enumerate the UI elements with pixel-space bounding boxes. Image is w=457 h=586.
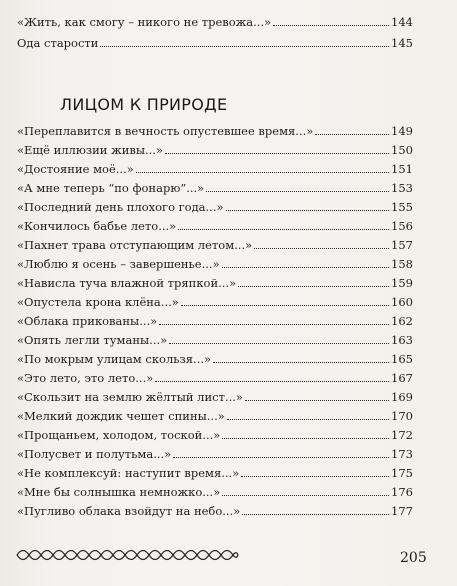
toc-entry-title: «Скользит на землю жёлтый лист...» — [17, 390, 243, 404]
toc-entry-title: «Это лето, это лето...» — [17, 371, 154, 385]
toc-entry — [17, 485, 413, 499]
toc-entry-page: 173 — [391, 447, 413, 461]
toc-entry — [17, 15, 413, 29]
toc-entry-page: 157 — [391, 238, 413, 252]
toc-entry-page: 163 — [391, 333, 413, 347]
toc-entry-title: «По мокрым улицам скользя...» — [17, 352, 212, 366]
toc-entry-page: 172 — [391, 428, 413, 442]
toc-entry-title: «Люблю я осень – завершенье...» — [17, 257, 220, 271]
toc-entry — [17, 352, 413, 366]
toc-entry — [17, 409, 413, 423]
toc-entry-page: 145 — [391, 36, 413, 50]
toc-entry-page: 160 — [391, 295, 413, 309]
toc-entry-page: 169 — [391, 390, 413, 404]
toc-entry-page: 153 — [391, 181, 413, 195]
toc-entry-title: «Не комплексуй: наступит время...» — [17, 466, 240, 480]
page-number: 205 — [400, 550, 427, 566]
toc-entry-page: 156 — [391, 219, 413, 233]
dot-leader — [245, 400, 389, 401]
toc-entry — [17, 219, 413, 233]
toc-entry-title: «Кончилось бабье лето...» — [17, 219, 177, 233]
toc-entry — [17, 314, 413, 328]
dot-leader — [169, 343, 389, 344]
toc-entry — [17, 238, 413, 252]
toc-entry-title: «Прощаньем, холодом, тоской...» — [17, 428, 221, 442]
toc-entry-title: «Ещё иллюзии живы...» — [17, 143, 164, 157]
toc-entry — [17, 257, 413, 271]
toc-entry — [17, 466, 413, 480]
toc-entry-title: «Облака прикованы...» — [17, 314, 158, 328]
dot-leader — [242, 514, 389, 515]
dot-leader — [165, 153, 389, 154]
toc-entry — [17, 371, 413, 385]
toc-entry-page: 170 — [391, 409, 413, 423]
toc-entry — [17, 390, 413, 404]
toc-entry — [17, 124, 413, 138]
dot-leader — [241, 476, 389, 477]
toc-entry-title: «Переплавится в вечность опустевшее время...» — [17, 124, 314, 138]
toc-entry-page: 159 — [391, 276, 413, 290]
toc-entry — [17, 143, 413, 157]
dot-leader — [206, 191, 389, 192]
toc-entry — [17, 162, 413, 176]
toc-entry-page: 176 — [391, 485, 413, 499]
toc-entry-title: «Мне бы солнышка немножко...» — [17, 485, 221, 499]
dot-leader — [136, 172, 389, 173]
toc-entry-title: «Последний день плохого года...» — [17, 200, 224, 214]
dot-leader — [222, 267, 389, 268]
dot-leader — [213, 362, 389, 363]
toc-entry — [17, 504, 413, 518]
dot-leader — [273, 25, 389, 26]
toc-entry — [17, 333, 413, 347]
toc-entry-title: «Полусвет и полутьма...» — [17, 447, 172, 461]
dot-leader — [155, 381, 389, 382]
toc-entry-page: 144 — [391, 15, 413, 29]
toc-entry-title: «Опустела крона клёна...» — [17, 295, 179, 309]
toc-entry-page: 175 — [391, 466, 413, 480]
toc-entry-page: 167 — [391, 371, 413, 385]
toc-entry — [17, 200, 413, 214]
toc-entry-title: «Опять легли туманы...» — [17, 333, 168, 347]
toc-entry-title: Ода старости — [17, 36, 99, 50]
toc-entry — [17, 295, 413, 309]
dot-leader — [254, 248, 389, 249]
dot-leader — [315, 134, 389, 135]
toc-entry-page: 158 — [391, 257, 413, 271]
dot-leader — [159, 324, 389, 325]
toc-entry-page: 151 — [391, 162, 413, 176]
toc-entry-page: 177 — [391, 504, 413, 518]
dot-leader — [178, 229, 389, 230]
toc-entry-page: 162 — [391, 314, 413, 328]
toc-entry-title: «Пугливо облака взойдут на небо...» — [17, 504, 241, 518]
toc-entry-page: 155 — [391, 200, 413, 214]
toc-entry-title: «Достояние моё...» — [17, 162, 134, 176]
dot-leader — [222, 438, 389, 439]
toc-entry-title: «Нависла туча влажной тряпкой...» — [17, 276, 237, 290]
toc-entry — [17, 36, 413, 50]
toc-entry-title: «Пахнет трава отступающим летом...» — [17, 238, 253, 252]
toc-entry — [17, 428, 413, 442]
section-heading: ЛИЦОМ К ПРИРОДЕ — [60, 95, 228, 114]
toc-entry — [17, 276, 413, 290]
dot-leader — [222, 495, 389, 496]
toc-entry-page: 150 — [391, 143, 413, 157]
toc-entry-page: 149 — [391, 124, 413, 138]
dot-leader — [238, 286, 389, 287]
dot-leader — [173, 457, 389, 458]
dot-leader — [226, 210, 390, 211]
dot-leader — [181, 305, 389, 306]
toc-entry — [17, 181, 413, 195]
toc-entry-page: 165 — [391, 352, 413, 366]
toc-entry-title: «Мелкий дождик чешет спины...» — [17, 409, 225, 423]
toc-entry-title: «А мне теперь “по фонарю”...» — [17, 181, 205, 195]
decorative-wave-ornament-icon — [15, 547, 240, 563]
toc-entry-title: «Жить, как смогу – никого не тревожа...» — [17, 15, 272, 29]
toc-entry — [17, 447, 413, 461]
dot-leader — [100, 46, 389, 47]
dot-leader — [227, 419, 389, 420]
